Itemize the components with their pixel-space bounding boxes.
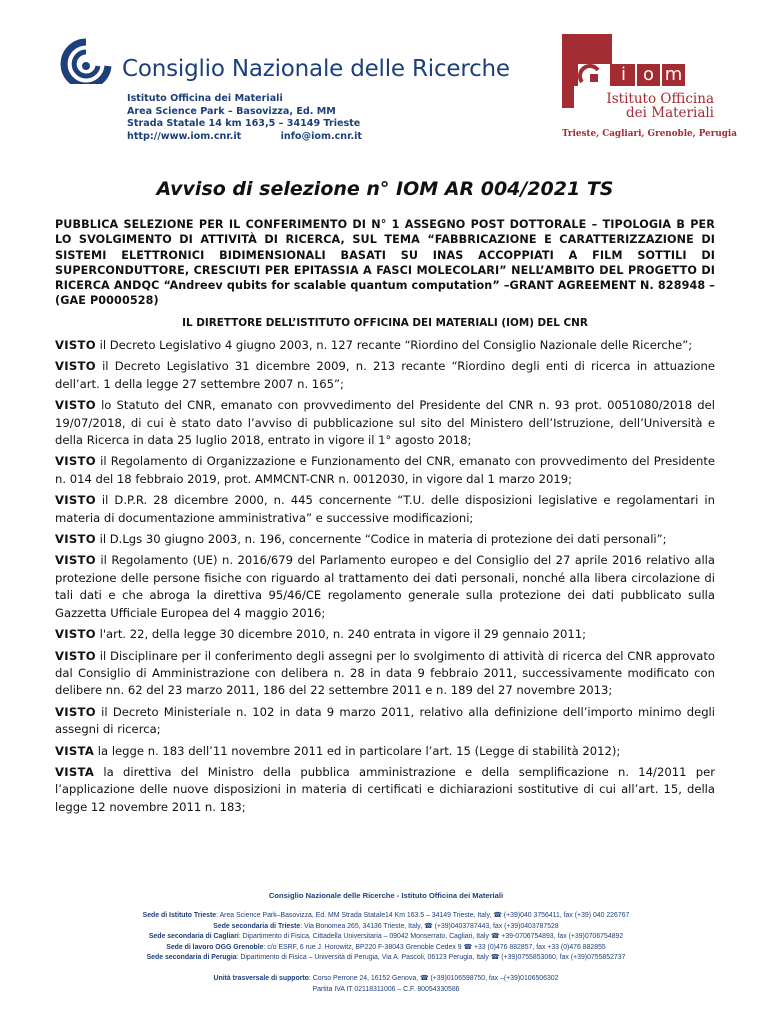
paragraph-text: il D.P.R. 28 dicembre 2000, n. 445 concernente “T.U. delle disposizioni legislative e regolamentari in materia di documentazione amministrativa” e successive modificazioni; <box>55 493 715 525</box>
document-subject: PUBBLICA SELEZIONE PER IL CONFERIMENTO DI N° 1 ASSEGNO POST DOTTORALE – TIPOLOGIA B PER LO SVOLGIMENTO DI ATTIVITÀ DI RICERCA, SUL TEMA “FABBRICAZIONE E CARATTERIZZAZIONE DI SISTEMI ELETTRONICI BIDIMENSIONALI BASATI SU INAS ACCOPPIATI A FILM SOTTILI DI SUPERCONDUTTORE, CRESCIUTI PER EPITASSIA A FASCI MOLECOLARI” NELL’AMBITO DEL PROGETTO DI RICERCA ANDQC “Andreev qubits for scalable quantum computation” –GRANT AGREEMENT N. 828948 – (GAE P0000528) <box>55 218 715 308</box>
paragraph <box>55 626 715 643</box>
footer-label: Sede secondaria di Trieste <box>213 922 301 930</box>
paragraph-text: il Decreto Legislativo 31 dicembre 2009, n. 213 recante “Riordino degli enti di ricerca in attuazione dell’art. 1 della legge 27 settembre 2007 n. 165”; <box>55 359 715 391</box>
paragraph-lead: VISTO <box>55 359 96 374</box>
paragraph-text: il Regolamento di Organizzazione e Funzionamento del CNR, emanato con provvedimento del Presidente n. 014 del 18 febbraio 2019, prot. AMMCNT-CNR n. 0012030, in vigore dal 1 marzo 2019; <box>55 454 715 486</box>
cnr-name: Consiglio Nazionale delle Ricerche <box>122 56 510 82</box>
paragraph-lead: VISTA <box>55 764 95 779</box>
website-link[interactable]: http://www.iom.cnr.it <box>127 130 242 142</box>
paragraph <box>55 531 715 548</box>
footer-text: : Dipartimento di Fisica – Università di Perugia, Via A. Pascoli, 06123 Perugia, Italy ☎ (+39)0755853060, fax (+39)0755852737 <box>236 954 626 962</box>
paragraph <box>55 492 715 527</box>
paragraph <box>55 397 715 449</box>
iom-name-line: Istituto Officina <box>606 91 714 107</box>
paragraph-text: la direttiva del Ministro della pubblica amministrazione e della semplificazione n. 14/2011 per l’applicazione delle nuove disposizioni in materia di certificati e dichiarazioni sostitutive di cui all’art. 15, della legge 12 novembre 2011 n. 183; <box>55 764 715 814</box>
footer-text: : Corso Perrone 24, 16152 Genova, ☎ (+39)0106598750, fax –(+39)0106506302 <box>308 975 559 982</box>
paragraph-text: il Decreto Ministeriale n. 102 in data 9 marzo 2011, relativo alla definizione dell’importo minimo degli assegni di ricerca; <box>55 704 715 737</box>
institute-line: Strada Statale 14 km 163,5 – 34149 Trieste <box>127 118 361 129</box>
paragraph-lead: VISTO <box>55 553 96 568</box>
cnr-logo-icon <box>56 36 116 84</box>
footer-addresses <box>56 911 716 964</box>
footer-label: Sede di Istituto Trieste <box>142 912 217 919</box>
paragraph-lead: VISTO <box>55 493 96 508</box>
paragraph-text: il Decreto Legislativo 4 giugno 2003, n. 127 recante “Riordino del Consiglio Nazionale delle Ricerche”; <box>95 338 693 352</box>
paragraph <box>55 743 715 760</box>
paragraph-text: l'art. 22, della legge 30 dicembre 2010, n. 240 entrata in vigore il 29 gennaio 2011; <box>95 627 587 642</box>
paragraph-lead: VISTO <box>55 627 96 642</box>
paragraph <box>55 648 715 700</box>
iom-letters <box>612 64 687 86</box>
paragraph-lead: VISTO <box>55 338 96 352</box>
footer-address-line <box>56 953 716 964</box>
paragraph-text: il Regolamento (UE) n. 2016/679 del Parlamento europeo e del Consiglio del 27 aprile 2016 relativo alla protezione delle persone fisiche con riguardo al trattamento dei dati personali, nonché alla libera circolazione di tali dati e che abroga la direttiva 95/46/CE regolamento generale sulla protezione dei dati pubblicato sulla Gazzetta Ufficiale Europea del 4 maggio 2016; <box>55 553 715 620</box>
footer-address-line <box>56 943 716 954</box>
paragraph <box>55 337 715 354</box>
footer-address-line <box>56 922 716 933</box>
paragraph <box>55 764 715 816</box>
document-title: Avviso di selezione n° IOM AR 004/2021 TS <box>156 178 614 200</box>
iom-name-line: dei Materiali <box>626 105 714 121</box>
footer-text: : c/o ESRF, 6 rue J. Horowitz, BP220 F-38043 Grenoble Cedex 9 ☎ +33 (0)476 882857, fax +33 (0)476 882855 <box>263 943 606 951</box>
footer-text: : Area Science Park–Basovizza, Ed. MM Strada Statale14 Km 163.5 – 34149 Trieste, Italy, ☎ (+39)040 3756411, fax (+39) 040 226767 <box>216 912 630 919</box>
institute-line: Istituto Officina dei Materiali <box>127 93 283 104</box>
footer-vat: Partita IVA IT 02118311006 – C.F. 80054330586 <box>312 985 460 993</box>
email-link[interactable]: info@iom.cnr.it <box>280 130 363 142</box>
iom-letter: m <box>662 64 685 86</box>
document-body <box>55 337 715 820</box>
paragraph-text: la legge n. 183 dell’11 novembre 2011 ed in particolare l’art. 15 (Legge di stabilità 2012); <box>94 743 621 758</box>
institute-address <box>127 93 362 143</box>
paragraph <box>55 358 715 393</box>
director-heading: IL DIRETTORE DELL’ISTITUTO OFFICINA DEI MATERIALI (IOM) DEL CNR <box>182 317 588 329</box>
paragraph <box>55 552 715 622</box>
paragraph <box>55 453 715 488</box>
paragraph-text: il D.Lgs 30 giugno 2003, n. 196, concernente “Codice in materia di protezione dei dati personali”; <box>95 532 667 547</box>
paragraph-lead: VISTA <box>55 743 95 758</box>
paragraph-lead: VISTO <box>55 398 96 413</box>
institute-line: Area Science Park – Basovizza, Ed. MM <box>127 105 336 117</box>
footer-address-line <box>56 932 716 943</box>
paragraph-text: il Disciplinare per il conferimento degli assegni per lo svolgimento di attività di ricerca del CNR approvato dal Consiglio di Amministrazione con delibera n. 28 in data 9 febbraio 2011, successivamente modificato con delibere nn. 62 del 23 marzo 2011, 186 del 22 settembre 2011 e n. 189 del 27 novembre 2013; <box>55 648 715 698</box>
footer-text: : Dipartimento di Fisica, Cittadella Universitaria – 09042 Monserrato, Cagliari, Italy ☎ +39-0706754893, fax (+39)0706754892 <box>238 933 624 941</box>
iom-name <box>590 92 714 120</box>
footer-address-line <box>56 911 716 922</box>
paragraph-lead: VISTO <box>55 704 96 719</box>
footer-label: Sede di lavoro OGG Grenoble <box>166 943 264 951</box>
paragraph-lead: VISTO <box>55 454 96 469</box>
footer-title: Consiglio Nazionale delle Ricerche - Istituto Officina dei Materiali <box>268 891 504 900</box>
paragraph <box>55 704 715 739</box>
iom-letter: o <box>637 64 660 86</box>
footer-support <box>56 974 716 995</box>
footer-text: : Via Bonomea 265, 34136 Trieste, Italy, ☎ (+39)0403787443, fax (+39)0403787528 <box>300 922 559 930</box>
iom-letter: i <box>612 64 635 86</box>
iom-cities: Trieste, Cagliari, Grenoble, Perugia <box>562 129 737 139</box>
paragraph-lead: VISTO <box>55 532 96 547</box>
iom-emblem-icon <box>578 64 610 86</box>
paragraph-lead: VISTO <box>55 648 96 663</box>
paragraph-text: lo Statuto del CNR, emanato con provvedimento del Presidente del CNR n. 93 prot. 0051080/2018 del 19/07/2018, di cui è stato dato l’avviso di pubblicazione sul sito del Ministero dell’Istruzione, dell’Università e della Ricerca in data 25 luglio 2018, entrato in vigore il 1° agosto 2018; <box>55 398 715 448</box>
footer-label: Sede secondaria di Perugia <box>146 954 237 962</box>
footer-label: Unità trasversale di supporto <box>213 975 309 982</box>
footer-label: Sede secondaria di Cagliari <box>148 933 239 941</box>
iom-logo-block <box>562 86 574 108</box>
